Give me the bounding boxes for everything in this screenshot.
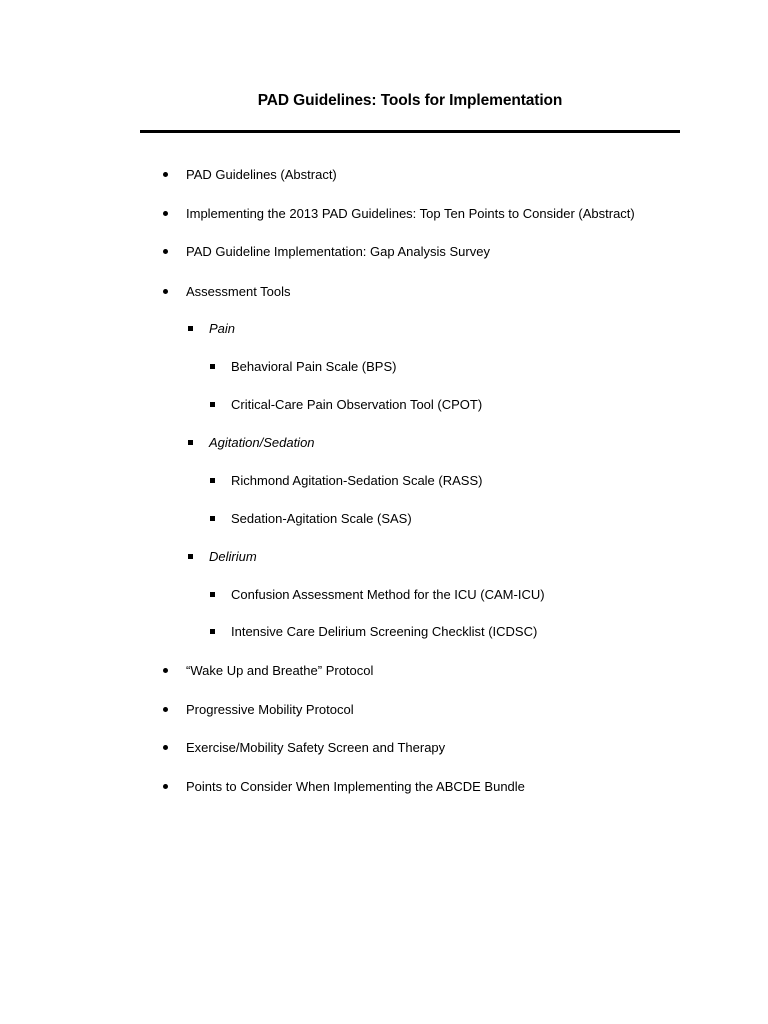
list-item-wake-up-breathe[interactable] <box>186 663 373 679</box>
list-item-sas[interactable] <box>231 511 412 527</box>
list-item-label: Implementing the 2013 PAD Guidelines: Top Ten Points to Consider (Abstract) <box>186 206 635 221</box>
list-item-label: PAD Guidelines (Abstract) <box>186 167 337 182</box>
list-item-label: Agitation/Sedation <box>209 435 315 450</box>
list-item-cam-icu[interactable] <box>231 587 545 603</box>
list-item-label: Critical-Care Pain Observation Tool (CPOT) <box>231 397 483 412</box>
list-item-bps[interactable] <box>231 359 396 375</box>
list-item-label: Points to Consider When Implementing the ABCDE Bundle <box>186 779 525 794</box>
title-divider <box>140 130 680 133</box>
list-item-label: Pain <box>209 321 236 336</box>
page-title: PAD Guidelines: Tools for Implementation <box>257 92 563 109</box>
list-item-label: Intensive Care Delirium Screening Checklist (ICDSC) <box>231 624 538 639</box>
list-item-label: Confusion Assessment Method for the ICU (CAM-ICU) <box>231 587 545 602</box>
list-subheading-delirium <box>209 549 257 565</box>
list-item-rass[interactable] <box>231 473 482 489</box>
list-item-label: Assessment Tools <box>186 284 291 299</box>
list-item-label: Richmond Agitation-Sedation Scale (RASS) <box>231 473 483 488</box>
list-subheading-pain <box>209 321 235 337</box>
list-item-exercise-safety-screen[interactable] <box>186 740 445 756</box>
list-item-top-ten-points[interactable] <box>186 206 635 222</box>
list-item-label: Sedation-Agitation Scale (SAS) <box>231 511 412 526</box>
list-item-gap-analysis-survey[interactable] <box>186 244 490 260</box>
list-item-progressive-mobility[interactable] <box>186 702 354 718</box>
list-item-abcde-bundle[interactable] <box>186 779 525 795</box>
list-item-label: Exercise/Mobility Safety Screen and Therapy <box>186 740 446 755</box>
list-subheading-agitation-sedation <box>209 435 315 451</box>
list-item-pad-guidelines-abstract[interactable] <box>186 167 337 183</box>
list-item-label: Progressive Mobility Protocol <box>186 702 354 717</box>
list-item-label: PAD Guideline Implementation: Gap Analysis Survey <box>186 244 490 259</box>
list-item-icdsc[interactable] <box>231 624 537 640</box>
list-item-cpot[interactable] <box>231 397 482 413</box>
list-item-label: Behavioral Pain Scale (BPS) <box>231 359 397 374</box>
list-item-assessment-tools <box>186 284 291 300</box>
list-item-label: Delirium <box>209 549 257 564</box>
list-item-label: “Wake Up and Breathe” Protocol <box>186 663 374 678</box>
